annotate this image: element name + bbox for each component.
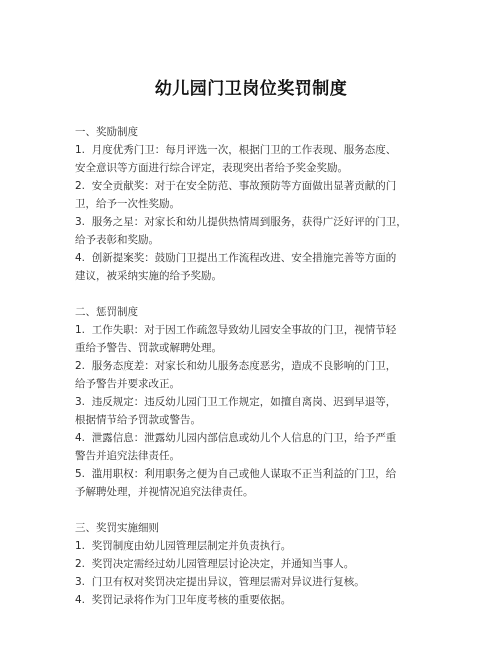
item-line [75, 537, 435, 555]
item-text: 给予警告并要求改正。 [75, 378, 180, 390]
item-line [75, 429, 435, 447]
section-heading: 一、奖励制度 [75, 126, 138, 138]
list-item [75, 321, 435, 357]
section-implementation [75, 519, 435, 609]
item-text: 服务之星：对家长和幼儿提供热情周到服务，获得广泛好评的门卫， [91, 216, 407, 228]
item-number: 4. [75, 252, 86, 264]
item-text: 警告并追究法律责任。 [75, 450, 180, 462]
item-line [75, 321, 435, 339]
item-text: 给予表彰和奖励。 [75, 234, 159, 246]
item-number: 4. [75, 594, 86, 606]
list-item [75, 537, 435, 555]
section-heading: 二、惩罚制度 [75, 306, 138, 318]
list-item [75, 429, 435, 465]
item-text: 门卫有权对奖罚决定提出异议，管理层需对异议进行复核。 [91, 576, 365, 588]
list-item [75, 249, 435, 285]
item-line [75, 249, 435, 267]
item-number: 2. [75, 360, 86, 372]
item-line [75, 213, 435, 231]
item-number: 2. [75, 558, 86, 570]
item-line [75, 465, 435, 483]
list-item [75, 357, 435, 393]
item-text: 滥用职权：利用职务之便为自己或他人谋取不正当利益的门卫，给 [91, 468, 397, 480]
list-item [75, 591, 435, 609]
item-text: 奖罚决定需经过幼儿园管理层讨论决定，并通知当事人。 [91, 558, 355, 570]
item-line [75, 573, 435, 591]
item-text: 奖罚记录将作为门卫年度考核的重要依据。 [91, 594, 292, 606]
item-text: 月度优秀门卫：每月评选一次，根据门卫的工作表现、服务态度、 [91, 144, 397, 156]
list-item [75, 573, 435, 591]
item-text: 泄露信息：泄露幼儿园内部信息或幼儿个人信息的门卫，给予严重 [91, 432, 397, 444]
item-number: 5. [75, 468, 86, 480]
section-heading: 三、奖罚实施细则 [75, 522, 159, 534]
item-text: 安全贡献奖：对于在安全防范、事故预防等方面做出显著贡献的门 [91, 180, 397, 192]
item-text: 卫，给予一次性奖励。 [75, 198, 180, 210]
item-number: 3. [75, 576, 86, 588]
item-number: 3. [75, 216, 86, 228]
item-line [75, 177, 435, 195]
item-text: 工作失职：对于因工作疏忽导致幼儿园安全事故的门卫，视情节轻 [91, 324, 397, 336]
item-line [75, 591, 435, 609]
item-text: 予解聘处理，并视情况追究法律责任。 [75, 486, 254, 498]
section-rewards [75, 123, 435, 285]
document-body [75, 123, 435, 627]
item-text: 安全意识等方面进行综合评定，表现突出者给予奖金奖励。 [75, 162, 348, 174]
list-item [75, 141, 435, 177]
item-text: 重给予警告、罚款或解聘处理。 [75, 342, 222, 354]
item-number: 3. [75, 396, 86, 408]
list-item [75, 465, 435, 501]
list-item [75, 213, 435, 249]
list-item [75, 177, 435, 213]
item-line [75, 357, 435, 375]
item-text: 违反规定：违反幼儿园门卫工作规定，如擅自离岗、迟到早退等， [91, 396, 397, 408]
item-line [75, 393, 435, 411]
document-title: 幼儿园门卫岗位奖罚制度 [154, 79, 348, 99]
item-number: 2. [75, 180, 86, 192]
item-text: 服务态度差：对家长和幼儿服务态度恶劣，造成不良影响的门卫， [91, 360, 397, 372]
item-text: 创新提案奖：鼓励门卫提出工作流程改进、安全措施完善等方面的 [91, 252, 397, 264]
item-number: 1. [75, 540, 86, 552]
section-penalties [75, 303, 435, 501]
item-text: 根据情节给予罚款或警告。 [75, 414, 201, 426]
item-line [75, 141, 435, 159]
item-text: 奖罚制度由幼儿园管理层制定并负责执行。 [91, 540, 292, 552]
item-number: 1. [75, 324, 86, 336]
item-line [75, 555, 435, 573]
item-number: 1. [75, 144, 86, 156]
item-text: 建议，被采纳实施的给予奖励。 [75, 270, 222, 282]
list-item [75, 393, 435, 429]
item-number: 4. [75, 432, 86, 444]
list-item [75, 555, 435, 573]
